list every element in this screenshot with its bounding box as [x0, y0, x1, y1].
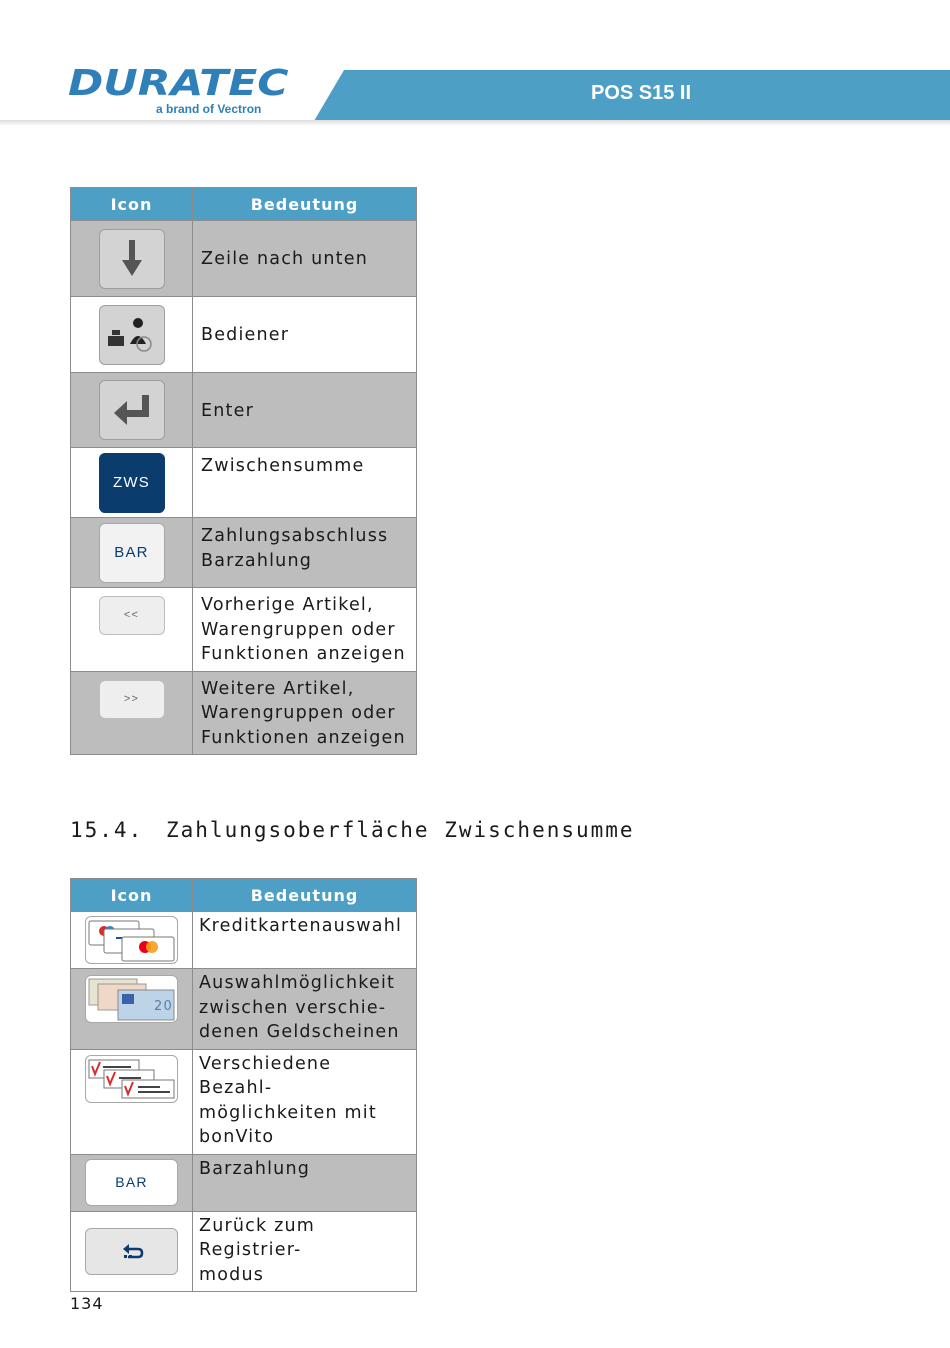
column-header-meaning: Bedeutung: [193, 188, 417, 221]
row-text-line: Verschiedene Bezahl-: [199, 1053, 332, 1098]
row-text: Enter: [201, 400, 254, 421]
credit-cards-icon: [85, 916, 178, 964]
enter-icon: [99, 380, 165, 440]
column-header-icon: Icon: [71, 879, 193, 912]
previous-page-icon: <<: [99, 596, 165, 635]
back-arrow-icon: [85, 1228, 178, 1275]
table-row: [71, 373, 417, 448]
row-text-line: Zurück zum Registrier-: [199, 1215, 316, 1260]
row-text-line: Weitere Artikel,: [201, 678, 355, 699]
row-text: Barzahlung: [199, 1158, 311, 1179]
table-row: [71, 671, 417, 755]
table-row: [71, 588, 417, 672]
duratec-logo: [68, 64, 308, 120]
table-header-row: [71, 188, 417, 221]
cash-button-icon: BAR: [99, 523, 165, 583]
page-number: 134: [70, 1294, 104, 1313]
subtotal-button-icon: ZWS: [99, 453, 165, 513]
table-row: [71, 448, 417, 518]
row-text-line: Zahlungsabschluss: [201, 526, 389, 546]
row-text-line: Funktionen anzeigen: [201, 644, 406, 664]
table-row: [71, 221, 417, 297]
section-heading: [70, 818, 635, 842]
logo-wordmark: DURATEC: [68, 63, 289, 104]
logo-subtitle: a brand of Vectron: [156, 102, 262, 116]
row-text-line: Barzahlung: [201, 550, 313, 571]
row-text-line: Auswahlmöglichkeit: [199, 973, 396, 993]
column-header-icon: Icon: [71, 188, 193, 221]
row-text-line: denen Geldscheinen: [199, 1022, 400, 1042]
row-text-line: Vorherige Artikel,: [201, 595, 374, 615]
section-title: Zahlungsoberfläche Zwischensumme: [166, 818, 635, 842]
row-text-line: zwischen verschie-: [199, 997, 387, 1018]
column-header-meaning: Bedeutung: [193, 879, 417, 912]
row-text: Zeile nach unten: [201, 249, 369, 270]
row-text: Zwischensumme: [201, 456, 365, 476]
table-row: [71, 518, 417, 588]
icon-table-2: [70, 878, 417, 1292]
table-row: [71, 1049, 417, 1154]
row-text: Bediener: [201, 325, 290, 346]
table-row: [71, 969, 417, 1050]
row-text-line: Warengruppen oder: [201, 703, 396, 723]
row-text-line: Warengruppen oder: [201, 619, 396, 640]
bonvito-options-icon: [85, 1055, 178, 1103]
banknotes-icon: [85, 975, 178, 1023]
operator-icon: [99, 305, 165, 365]
table-row: [71, 297, 417, 373]
table-row: [71, 1211, 417, 1292]
row-text: Kreditkartenauswahl: [199, 916, 403, 936]
cash-button-icon: BAR: [85, 1159, 178, 1206]
arrow-down-icon: [99, 229, 165, 289]
icon-table-1: [70, 187, 417, 755]
svg-text:20: 20: [154, 999, 173, 1014]
table-row: [71, 912, 417, 969]
row-text-line: bonVito: [199, 1127, 275, 1147]
section-number: 15.4.: [70, 818, 144, 842]
row-text-line: modus: [199, 1264, 265, 1285]
table-row: [71, 1154, 417, 1211]
page-header: [0, 0, 950, 130]
row-text-line: möglichkeiten mit: [199, 1102, 377, 1123]
row-text-line: Funktionen anzeigen: [201, 727, 406, 748]
table-header-row: [71, 879, 417, 912]
header-shadow: [0, 120, 950, 126]
next-page-icon: >>: [99, 680, 165, 719]
product-title: POS S15 II: [591, 82, 692, 104]
